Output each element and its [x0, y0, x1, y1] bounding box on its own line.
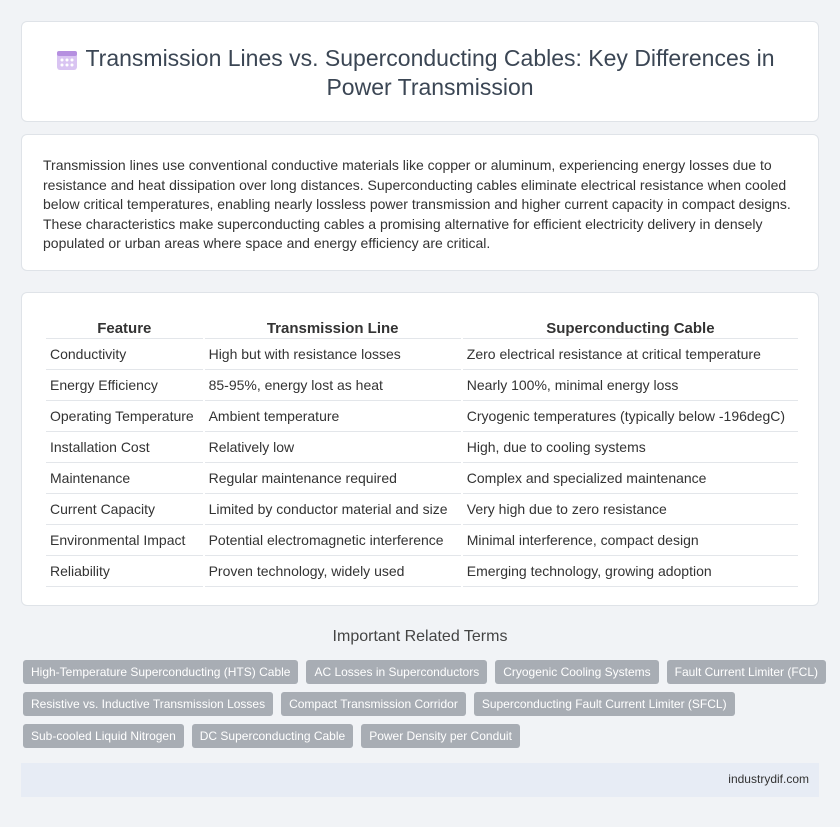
table-row [46, 370, 798, 401]
table-cell: Proven technology, widely used [205, 556, 461, 587]
column-header-superconducting-cable: Superconducting Cable [463, 316, 798, 339]
table-cell: Zero electrical resistance at critical temperature [463, 339, 798, 370]
table-cell: Relatively low [205, 432, 461, 463]
table-cell: Emerging technology, growing adoption [463, 556, 798, 587]
table-cell: Reliability [46, 556, 203, 587]
related-terms-row [23, 692, 823, 716]
table-row [46, 463, 798, 494]
intro-paragraph: Transmission lines use conventional conductive materials like copper or aluminum, experiencing energy losses due to resistance and heat dissipation over long distances. Superconducting cables eliminate electrical resistance when cooled below critical temperatures, enabling nearly lossless power transmission and higher current capacity in compact designs. These characteristics make superconducting cables a promising alternative for efficient electricity delivery in densely populated or urban areas where space and energy efficiency are critical. [43, 157, 791, 252]
comparison-table [44, 316, 800, 587]
related-term-tag[interactable]: Sub-cooled Liquid Nitrogen [23, 724, 184, 748]
table-cell: Very high due to zero resistance [463, 494, 798, 525]
related-terms-list [23, 660, 823, 756]
related-term-tag[interactable]: High-Temperature Superconducting (HTS) Cable [23, 660, 298, 684]
related-term-tag[interactable]: Cryogenic Cooling Systems [495, 660, 658, 684]
table-cell: Potential electromagnetic interference [205, 525, 461, 556]
table-cell: Conductivity [46, 339, 203, 370]
table-cell: High, due to cooling systems [463, 432, 798, 463]
related-term-tag[interactable]: Superconducting Fault Current Limiter (SFCL) [474, 692, 735, 716]
table-row [46, 339, 798, 370]
table-cell: Cryogenic temperatures (typically below -196degC) [463, 401, 798, 432]
table-header-row [46, 316, 798, 339]
page-title: Transmission Lines vs. Superconducting Cables: Key Differences in Power Transmission [85, 45, 775, 100]
related-term-tag[interactable]: AC Losses in Superconductors [306, 660, 487, 684]
column-header-feature: Feature [46, 316, 203, 339]
table-cell: Operating Temperature [46, 401, 203, 432]
table-cell: High but with resistance losses [205, 339, 461, 370]
related-term-tag[interactable]: Compact Transmission Corridor [281, 692, 466, 716]
table-cell: Ambient temperature [205, 401, 461, 432]
related-terms-row [23, 660, 823, 684]
table-cell: Regular maintenance required [205, 463, 461, 494]
table-row [46, 401, 798, 432]
table-cell: Installation Cost [46, 432, 203, 463]
table-row [46, 432, 798, 463]
table-cell: Environmental Impact [46, 525, 203, 556]
table-row [46, 525, 798, 556]
table-cell: Energy Efficiency [46, 370, 203, 401]
table-cell: Limited by conductor material and size [205, 494, 461, 525]
comparison-card [21, 292, 819, 606]
table-cell: Minimal interference, compact design [463, 525, 798, 556]
related-term-tag[interactable]: Resistive vs. Inductive Transmission Losses [23, 692, 273, 716]
header-card [21, 21, 819, 122]
related-terms-row [23, 724, 823, 748]
related-terms-heading: Important Related Terms [332, 628, 508, 645]
table-cell: 85-95%, energy lost as heat [205, 370, 461, 401]
table-cell: Maintenance [46, 463, 203, 494]
table-cell: Current Capacity [46, 494, 203, 525]
table-row [46, 556, 798, 587]
footer [21, 763, 819, 797]
related-term-tag[interactable]: Fault Current Limiter (FCL) [667, 660, 826, 684]
column-header-transmission-line: Transmission Line [205, 316, 461, 339]
related-term-tag[interactable]: Power Density per Conduit [361, 724, 520, 748]
intro-card [21, 134, 819, 271]
table-cell: Nearly 100%, minimal energy loss [463, 370, 798, 401]
table-row [46, 494, 798, 525]
table-cell: Complex and specialized maintenance [463, 463, 798, 494]
footer-site-link[interactable]: industrydif.com [728, 772, 809, 786]
related-term-tag[interactable]: DC Superconducting Cable [192, 724, 353, 748]
